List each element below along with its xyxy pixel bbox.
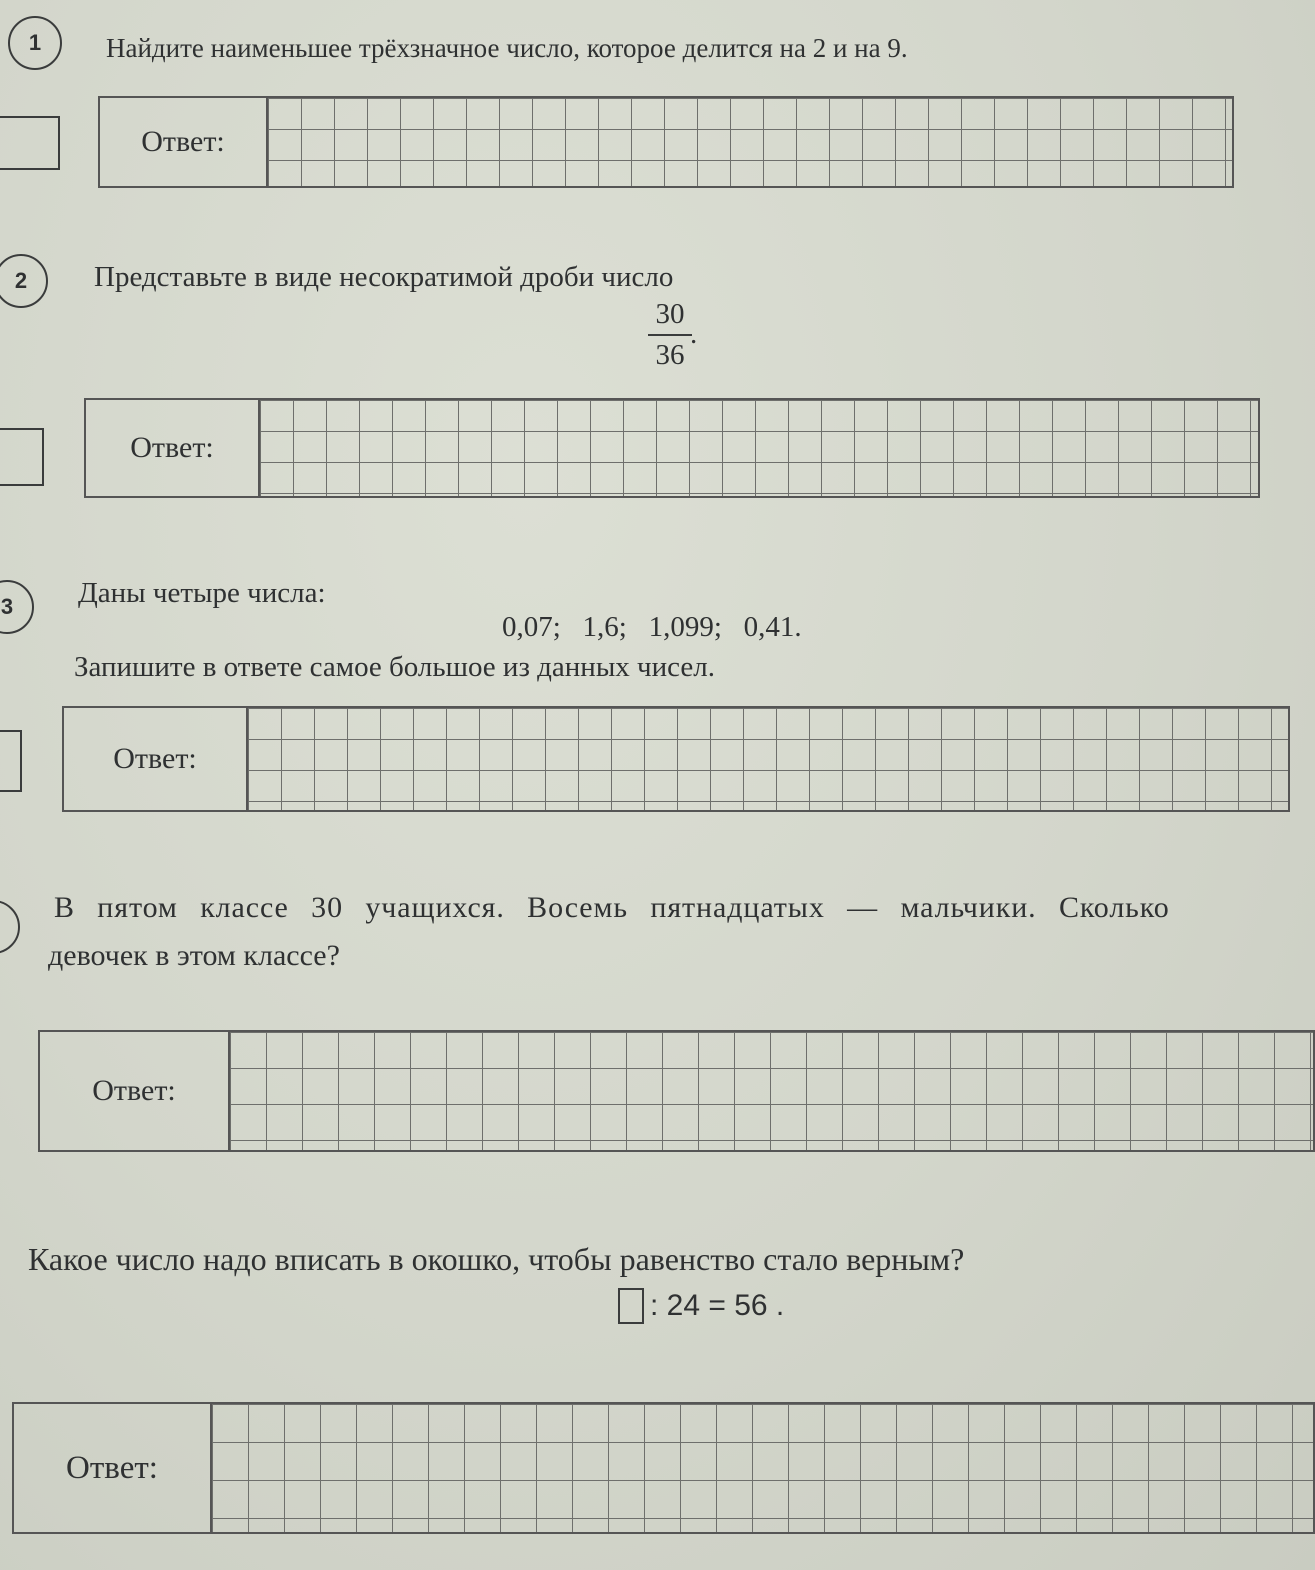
task-number-1: 1 (8, 16, 62, 70)
answer-label-2: Ответ: (86, 400, 260, 496)
answer-box-4[interactable] (38, 1030, 1315, 1152)
answer-grid-4[interactable] (230, 1032, 1313, 1150)
answer-grid-1[interactable] (268, 98, 1232, 186)
task-3-numbers: 0,07; 1,6; 1,099; 0,41. (502, 611, 802, 643)
fraction-denominator: 36 (655, 339, 685, 371)
task-number-3: 3 (0, 580, 34, 634)
fraction-period: . (690, 318, 698, 350)
task-number-2: 2 (0, 254, 48, 308)
answer-grid-3[interactable] (248, 708, 1288, 810)
score-box-2[interactable] (0, 428, 44, 486)
task-4-text: В пятом классе 30 учащихся. Восемь пятнадцатых — мальчики. Сколько (54, 891, 1170, 924)
score-box-1[interactable] (0, 116, 60, 170)
blank-box (618, 1288, 644, 1324)
answer-box-5[interactable] (12, 1402, 1315, 1534)
task-4-text2: девочек в этом классе? (48, 939, 340, 972)
score-box-3[interactable] (0, 730, 22, 792)
answer-grid-5[interactable] (212, 1404, 1313, 1532)
answer-label-5: Ответ: (14, 1404, 212, 1532)
task-5-text: Какое число надо вписать в окошко, чтобы равенство стало верным? (28, 1241, 965, 1277)
fraction-numerator: 30 (648, 298, 692, 336)
answer-box-1[interactable] (98, 96, 1234, 188)
answer-label-3: Ответ: (64, 708, 248, 810)
equation (618, 1288, 784, 1324)
equation-text: : 24 = 56 . (650, 1289, 785, 1322)
task-2-text: Представьте в виде несократимой дроби число (94, 261, 674, 293)
task-3-text: Даны четыре числа: (78, 577, 326, 609)
task-number-4 (0, 900, 20, 954)
answer-label-1: Ответ: (100, 98, 268, 186)
answer-box-3[interactable] (62, 706, 1290, 812)
task-1-text: Найдите наименьшее трёхзначное число, которое делится на 2 и на 9. (106, 33, 908, 63)
fraction (648, 298, 692, 372)
answer-box-2[interactable] (84, 398, 1260, 498)
answer-label-4: Ответ: (40, 1032, 230, 1150)
task-3-text2: Запишите в ответе самое большое из данных чисел. (74, 651, 715, 683)
answer-grid-2[interactable] (260, 400, 1258, 496)
